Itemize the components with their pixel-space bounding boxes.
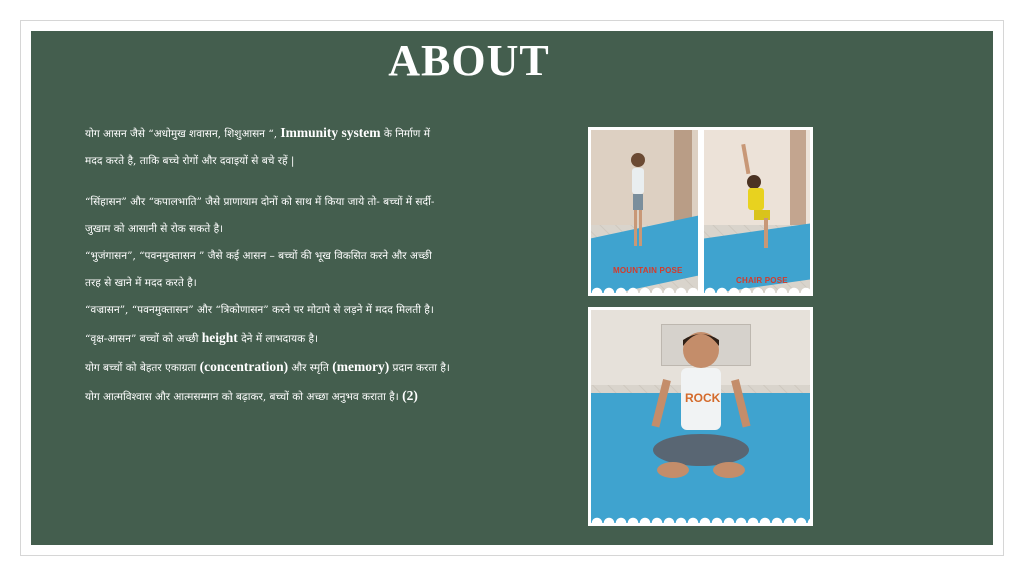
child-meditating-figure xyxy=(591,310,810,523)
mountain-pose-photo xyxy=(588,127,701,296)
latin-term: (memory) xyxy=(332,359,390,374)
svg-text:ROCK: ROCK xyxy=(685,391,721,405)
mountain-pose-label: MOUNTAIN POSE xyxy=(613,266,683,275)
photo-scene xyxy=(591,310,810,523)
paragraph xyxy=(85,382,515,411)
latin-term: (concentration) xyxy=(199,359,289,374)
paragraph xyxy=(85,270,515,297)
hindi-text: “वृक्ष-आसन” बच्चों को अच्छी xyxy=(85,333,202,345)
hindi-text: “सिंहासन” और “कपालभाति” जैसे प्राणायाम दोनों को साथ में किया जाये तो- बच्चों में सर्दी- xyxy=(85,196,435,208)
paragraph xyxy=(85,324,515,353)
child-chair-pose-figure xyxy=(704,130,810,293)
hindi-text: योग बच्चों को बेहतर एकाग्रता xyxy=(85,362,200,374)
latin-term: height xyxy=(201,330,238,345)
chair-pose-label: CHAIR POSE xyxy=(736,276,788,285)
hindi-text: और स्मृति xyxy=(288,362,333,374)
latin-term: (2) xyxy=(402,388,418,403)
paragraph xyxy=(85,353,515,382)
content-panel xyxy=(31,31,993,545)
hindi-text: तरह से खाने में मदद करते है। xyxy=(85,277,197,289)
hindi-text: प्रदान करता है। xyxy=(389,362,450,374)
hindi-text: “वज्रासन”, “पवनमुक्तासन” और “त्रिकोणासन” करने पर मोटापे से लड़ने में मदद मिलती है। xyxy=(85,304,434,316)
latin-term: Immunity system xyxy=(280,125,381,140)
hindi-text: देने में लाभदायक है। xyxy=(237,333,319,345)
paragraph xyxy=(85,148,515,175)
hindi-text: योग आसन जैसे “अधोमुख शवासन, शिशुआसन “, xyxy=(85,128,281,140)
paragraph xyxy=(85,216,515,243)
paragraph xyxy=(85,119,515,148)
hindi-text: जुखाम को आसानी से रोक सकते है। xyxy=(85,223,224,235)
hindi-text: योग आत्मविश्वास और आत्मसम्मान को बढ़ाकर, बच्चों को अच्छा अनुभव कराता है। xyxy=(85,391,403,403)
photo-scene xyxy=(704,130,810,293)
hindi-text: “भुजंगासन”, “पवनमुक्तासन ” जैसे कई आसन – बच्चों की भूख विकसित करने और अच्छी xyxy=(85,250,432,262)
body-text xyxy=(85,119,515,411)
hindi-text: के निर्माण में xyxy=(380,128,431,140)
hindi-text: मदद करते है, ताकि बच्चे रोगों और दवाइयों से बचे रहें | xyxy=(85,155,295,167)
photo-scene xyxy=(591,130,698,293)
chair-pose-photo xyxy=(701,127,813,296)
paragraph xyxy=(85,297,515,324)
paragraph xyxy=(85,189,515,216)
paragraph xyxy=(85,243,515,270)
slide-title: ABOUT xyxy=(388,36,550,85)
meditation-pose-photo xyxy=(588,307,813,526)
